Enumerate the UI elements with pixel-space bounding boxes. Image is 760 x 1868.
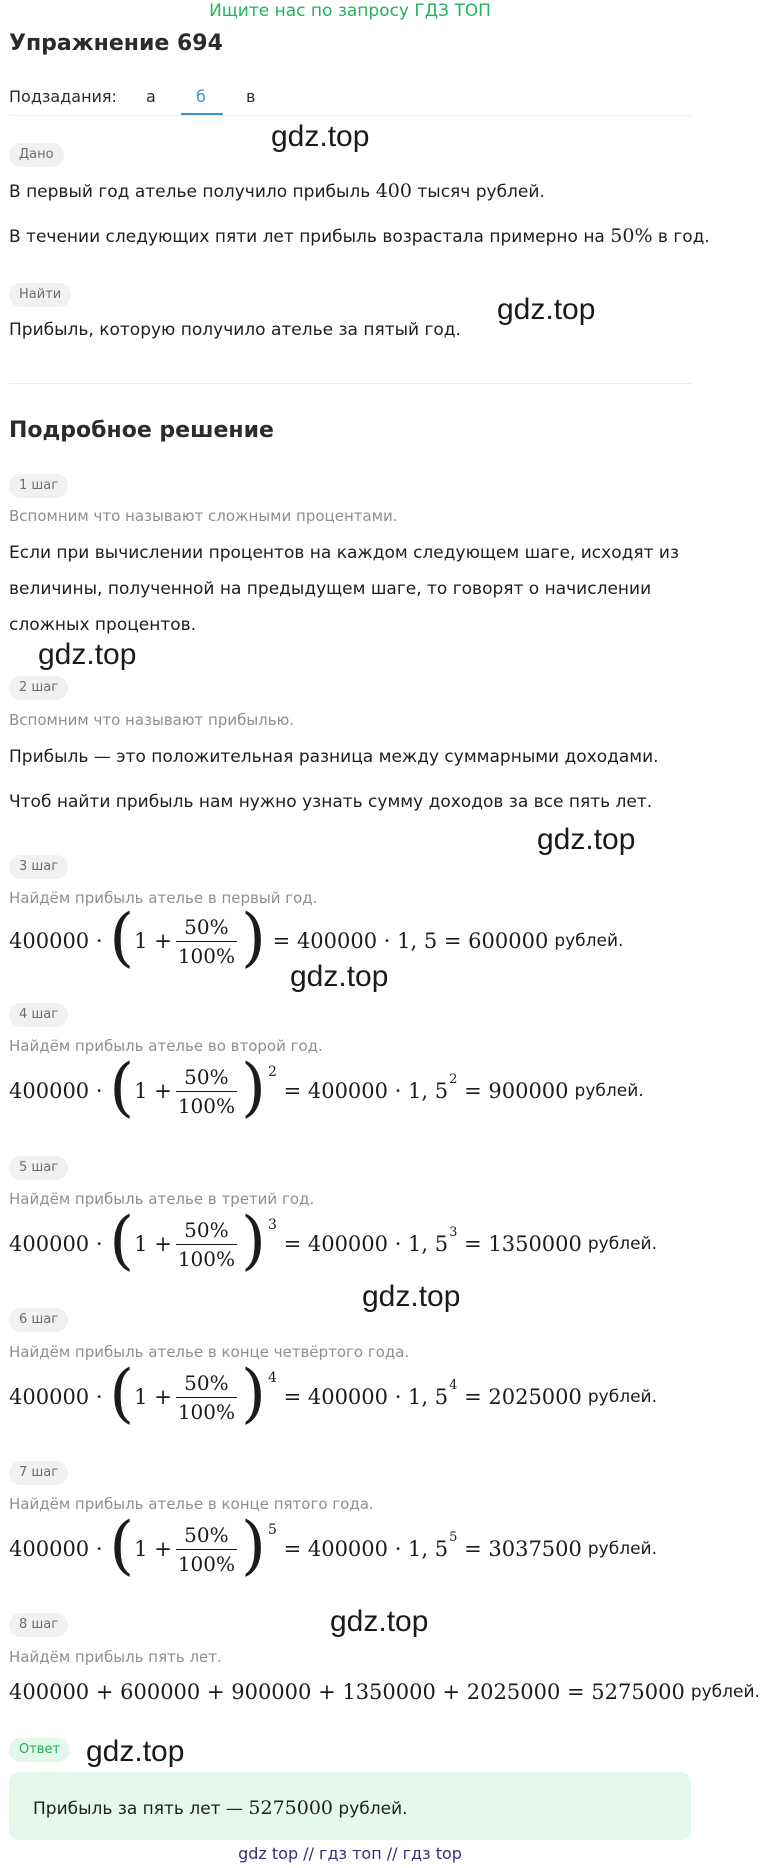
find-chip: Найти — [9, 283, 71, 307]
tabs-divider — [9, 115, 691, 116]
step-8-hint: Найдём прибыль пять лет. — [9, 1648, 222, 1666]
find-text: Прибыль, которую получило ателье за пятый год. — [9, 320, 461, 340]
section-divider — [9, 383, 691, 384]
step-2-hint: Вспомним что называют прибылью. — [9, 711, 294, 729]
step-2-chip: 2 шаг — [9, 676, 68, 700]
subtasks-label: Подзадания: — [9, 87, 117, 106]
step-2-line: Чтоб найти прибыль нам нужно узнать сумму доходов за все пять лет. — [9, 792, 653, 812]
subtask-tab-v[interactable]: в — [246, 87, 256, 106]
step-1-hint: Вспомним что называют сложными процентами. — [9, 507, 398, 525]
step-6-formula: 400000 · ( 1 + $\frac{50\%}{100\%}$ ) 4 = 400000 · 1, 5 4 = 2025000 рублей. — [9, 1357, 658, 1431]
step-4-chip: 4 шаг — [9, 1003, 68, 1027]
step-1-line: сложных процентов. — [9, 615, 197, 635]
step-3-formula: 400000 · ( 1 + $\frac{50\%}{100\%}$ ) = 400000 · 1, 5 = 600000 рублей. — [9, 901, 624, 975]
step-2-line: Прибыль — это положительная разница между суммарными доходами. — [9, 747, 659, 767]
promo-banner[interactable]: Ищите нас по запросу ГДЗ ТОП — [209, 1, 491, 21]
step-4-hint: Найдём прибыль ателье во второй год. — [9, 1037, 323, 1055]
step-1-line: Если при вычислении процентов на каждом следующем шаге, исходят из — [9, 543, 679, 563]
subtask-tab-a[interactable]: а — [146, 87, 156, 106]
answer-chip: Ответ — [9, 1738, 70, 1762]
step-6-hint: Найдём прибыль ателье в конце четвёртого года. — [9, 1343, 410, 1361]
active-tab-indicator — [181, 113, 223, 115]
given-line-2: В течении следующих пяти лет прибыль возрастала примерно на 50% в год. — [9, 225, 710, 247]
solution-title: Подробное решение — [9, 418, 274, 443]
step-8-formula: 400000 + 600000 + 900000 + 1350000 + 2025000 = 5275000 рублей. — [9, 1680, 760, 1704]
step-7-chip: 7 шаг — [9, 1461, 68, 1485]
watermark: gdz.top — [497, 293, 596, 326]
answer-text: Прибыль за пять лет — 5275000 рублей. — [33, 1797, 408, 1819]
step-5-hint: Найдём прибыль ателье в третий год. — [9, 1190, 315, 1208]
given-chip: Дано — [9, 143, 64, 167]
step-8-chip: 8 шаг — [9, 1613, 68, 1637]
watermark: gdz.top — [537, 823, 636, 856]
given-line-1: В первый год ателье получило прибыль 400 тысяч рублей. — [9, 180, 545, 202]
step-1-line: величины, полученной на предыдущем шаге, то говорят о начислении — [9, 579, 652, 599]
step-7-formula: 400000 · ( 1 + $\frac{50\%}{100\%}$ ) 5 = 400000 · 1, 5 5 = 3037500 рублей. — [9, 1509, 658, 1583]
step-4-formula: 400000 · ( 1 + $\frac{50\%}{100\%}$ ) 2 = 400000 · 1, 5 2 = 900000 рублей. — [9, 1051, 644, 1125]
watermark: gdz.top — [290, 960, 389, 993]
subtask-tab-b[interactable]: б — [196, 87, 206, 106]
step-7-hint: Найдём прибыль ателье в конце пятого года. — [9, 1495, 374, 1513]
watermark: gdz.top — [362, 1280, 461, 1313]
step-6-chip: 6 шаг — [9, 1308, 68, 1332]
footer-links[interactable]: gdz top // гдз топ // гдз top — [238, 1844, 462, 1863]
step-3-chip: 3 шаг — [9, 855, 68, 879]
step-5-chip: 5 шаг — [9, 1156, 68, 1180]
page-title: Упражнение 694 — [9, 31, 223, 56]
step-1-chip: 1 шаг — [9, 474, 68, 498]
watermark: gdz.top — [271, 120, 370, 153]
watermark: gdz.top — [86, 1735, 185, 1768]
watermark: gdz.top — [330, 1605, 429, 1638]
watermark: gdz.top — [38, 638, 137, 671]
step-3-hint: Найдём прибыль ателье в первый год. — [9, 889, 318, 907]
step-5-formula: 400000 · ( 1 + $\frac{50\%}{100\%}$ ) 3 = 400000 · 1, 5 3 = 1350000 рублей. — [9, 1204, 658, 1278]
